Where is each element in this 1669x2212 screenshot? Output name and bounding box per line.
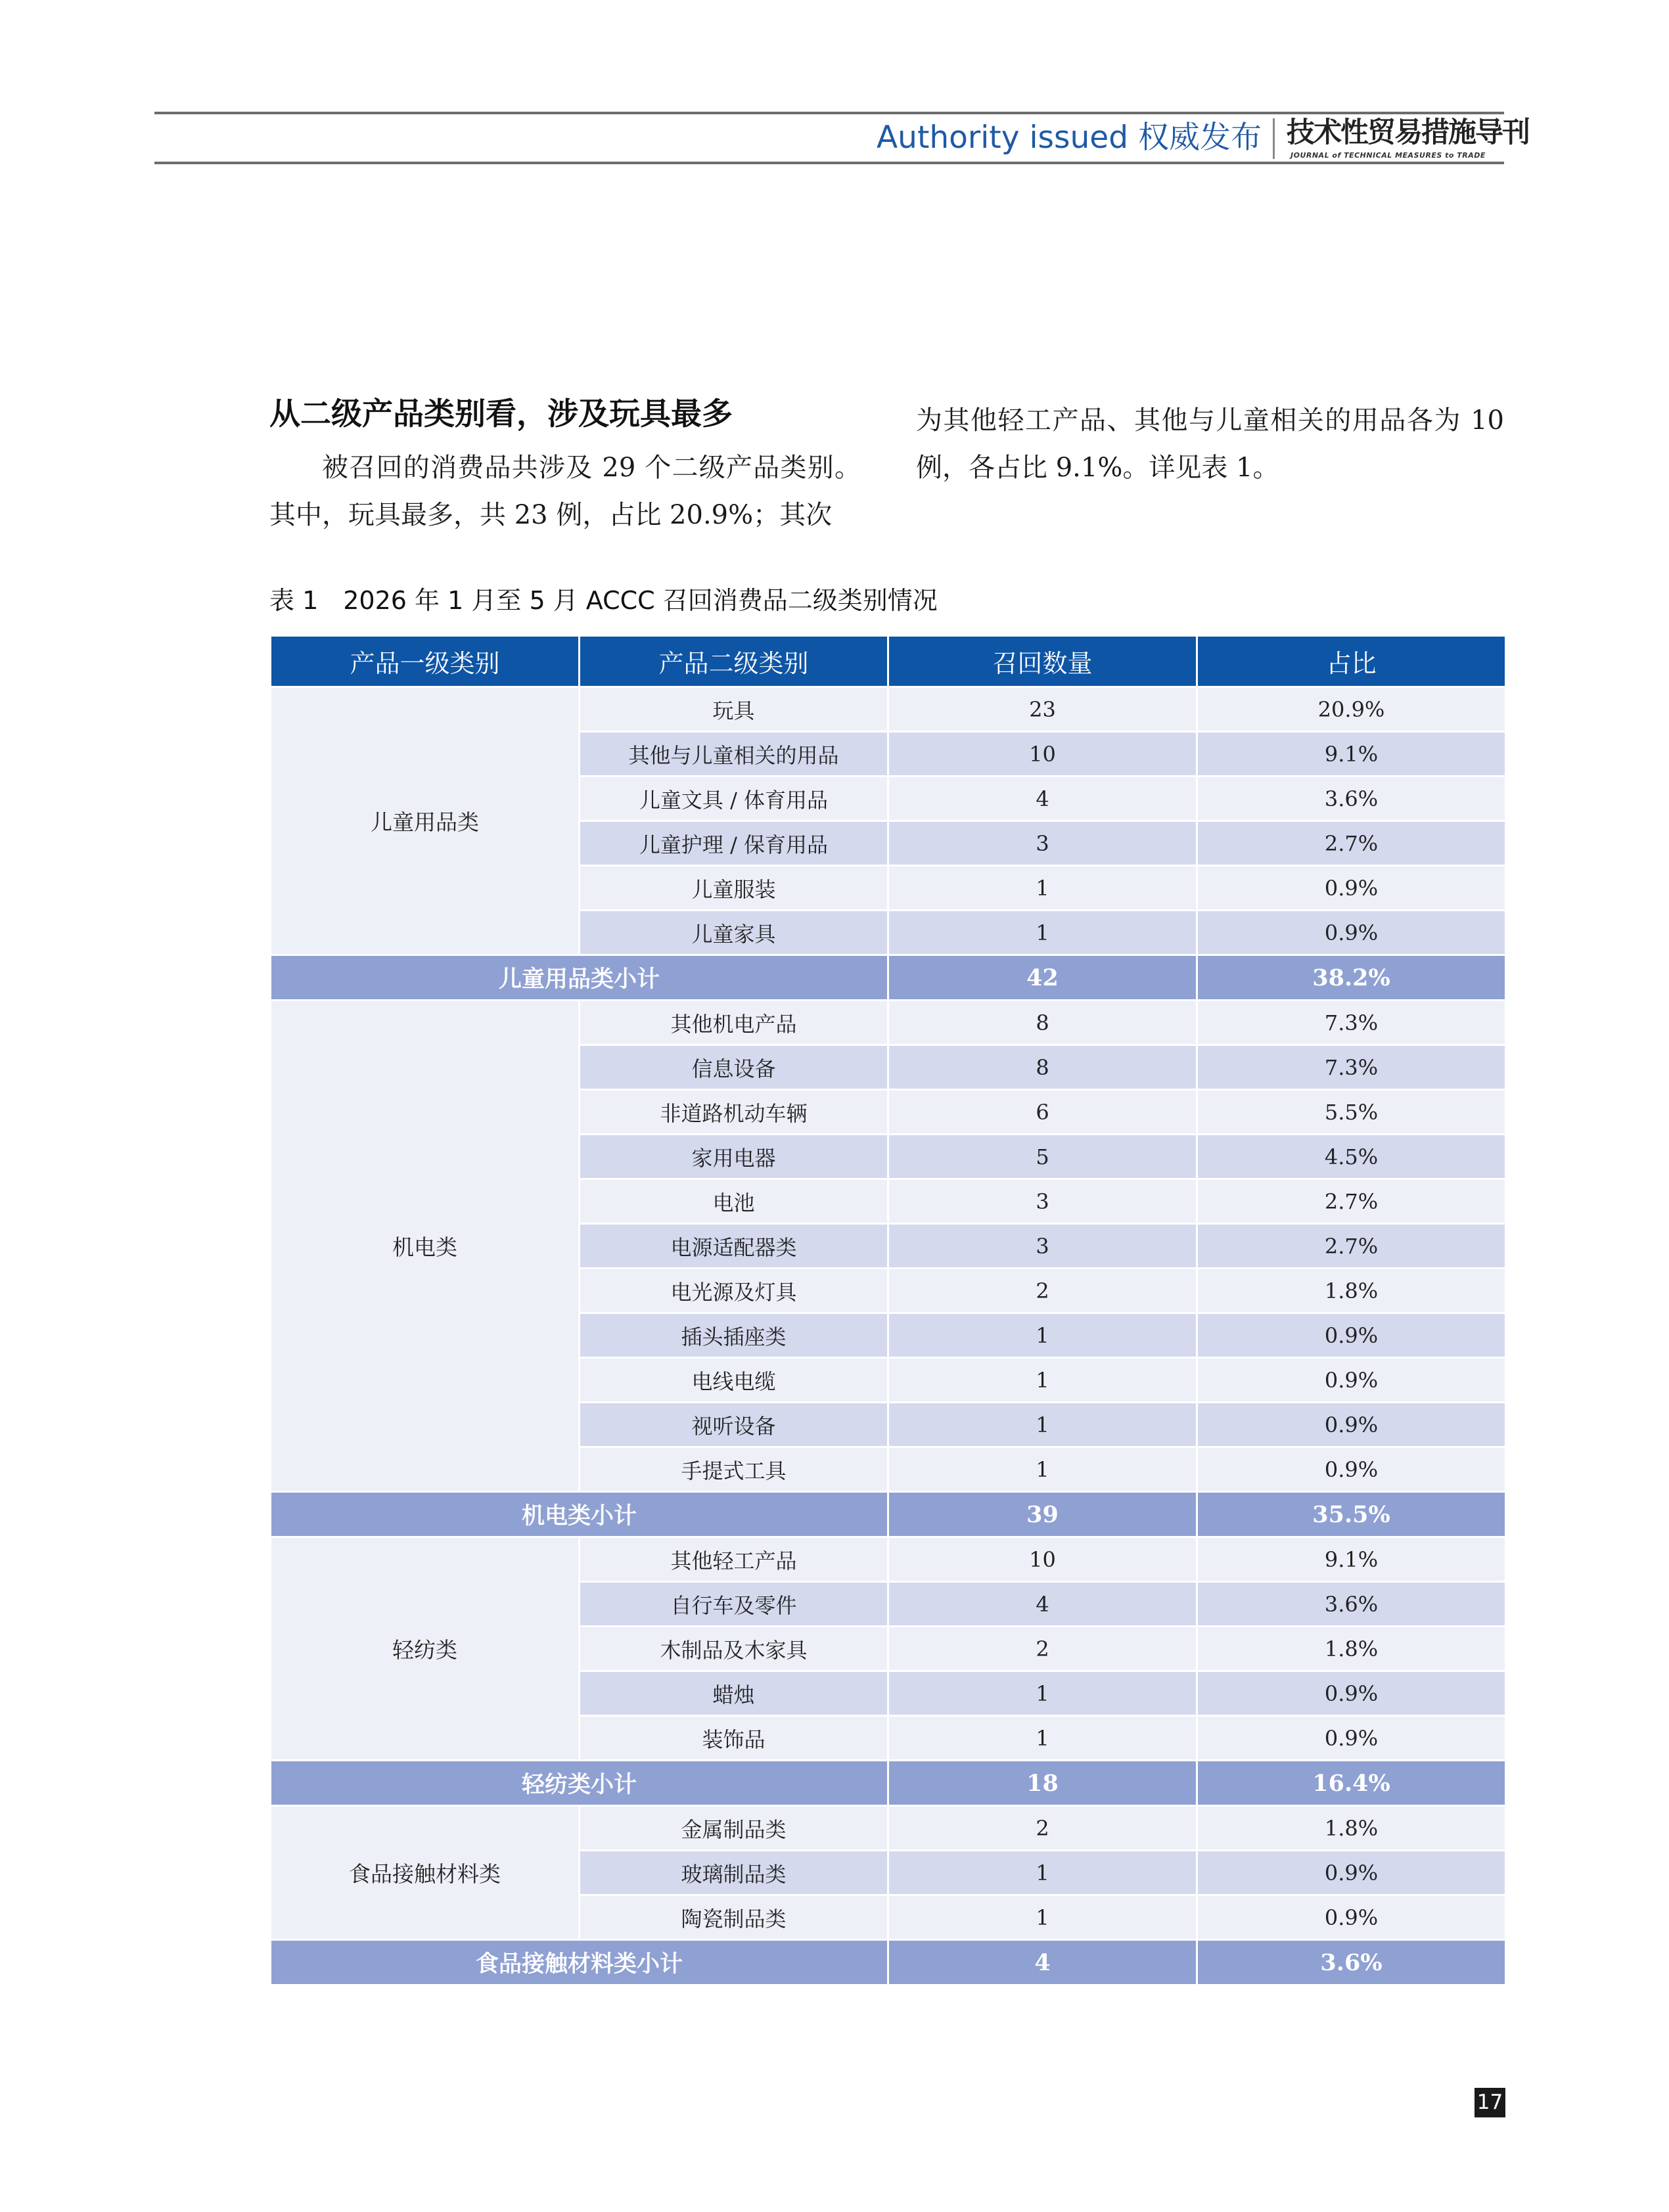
subtotal-label-cell: 轻纺类小计 bbox=[271, 1761, 888, 1806]
subtotal-row bbox=[271, 955, 1506, 1001]
secondary-category-cell: 电池 bbox=[580, 1179, 888, 1224]
journal-logo-title: 技术性贸易措施导刊 bbox=[1287, 116, 1529, 149]
section-heading: 从二级产品类别看，涉及玩具最多 bbox=[269, 396, 733, 432]
header-primary-category: 产品一级类别 bbox=[271, 636, 580, 687]
header-secondary-category: 产品二级类别 bbox=[580, 636, 888, 687]
subtotal-share-cell: 38.2% bbox=[1197, 955, 1506, 1001]
share-cell: 0.9% bbox=[1197, 1358, 1506, 1403]
recall-count-cell: 4 bbox=[888, 777, 1197, 821]
secondary-category-cell: 家用电器 bbox=[580, 1135, 888, 1179]
right-column bbox=[916, 397, 1504, 491]
subtotal-share-cell: 16.4% bbox=[1197, 1761, 1506, 1806]
secondary-category-cell: 木制品及木家具 bbox=[580, 1627, 888, 1671]
subtotal-row bbox=[271, 1940, 1506, 1985]
recall-count-cell: 23 bbox=[888, 687, 1197, 732]
secondary-category-cell: 自行车及零件 bbox=[580, 1582, 888, 1627]
secondary-category-cell: 儿童护理 / 保育用品 bbox=[580, 821, 888, 866]
left-column bbox=[269, 444, 861, 539]
share-cell: 0.9% bbox=[1197, 911, 1506, 955]
recall-count-cell: 8 bbox=[888, 1045, 1197, 1090]
subtotal-count-cell: 42 bbox=[888, 955, 1197, 1001]
recall-count-cell: 6 bbox=[888, 1090, 1197, 1135]
recall-count-cell: 8 bbox=[888, 1001, 1197, 1045]
table-row bbox=[271, 687, 1506, 732]
header-share: 占比 bbox=[1197, 636, 1506, 687]
header-bottom-rule bbox=[154, 162, 1504, 164]
secondary-category-cell: 视听设备 bbox=[580, 1403, 888, 1447]
share-cell: 7.3% bbox=[1197, 1045, 1506, 1090]
header-top-rule bbox=[154, 112, 1504, 114]
recall-count-cell: 1 bbox=[888, 1716, 1197, 1761]
share-cell: 0.9% bbox=[1197, 1403, 1506, 1447]
recall-count-cell: 3 bbox=[888, 1224, 1197, 1269]
table-row bbox=[271, 1001, 1506, 1045]
recall-count-cell: 10 bbox=[888, 732, 1197, 777]
primary-category-cell: 轻纺类 bbox=[271, 1537, 580, 1761]
share-cell: 9.1% bbox=[1197, 732, 1506, 777]
share-cell: 2.7% bbox=[1197, 821, 1506, 866]
recall-count-cell: 1 bbox=[888, 1403, 1197, 1447]
share-cell: 1.8% bbox=[1197, 1806, 1506, 1851]
secondary-category-cell: 非道路机动车辆 bbox=[580, 1090, 888, 1135]
share-cell: 1.8% bbox=[1197, 1269, 1506, 1313]
subtotal-count-cell: 18 bbox=[888, 1761, 1197, 1806]
right-paragraph: 为其他轻工产品、其他与儿童相关的用品各为 10 例，各占比 9.1%。详见表 1。 bbox=[916, 405, 1504, 483]
subtotal-count-cell: 39 bbox=[888, 1492, 1197, 1537]
table-header-row bbox=[271, 636, 1506, 687]
recall-count-cell: 4 bbox=[888, 1582, 1197, 1627]
share-cell: 2.7% bbox=[1197, 1224, 1506, 1269]
recall-count-cell: 2 bbox=[888, 1806, 1197, 1851]
recall-count-cell: 1 bbox=[888, 911, 1197, 955]
recall-count-cell: 1 bbox=[888, 866, 1197, 911]
share-cell: 0.9% bbox=[1197, 1671, 1506, 1716]
secondary-category-cell: 陶瓷制品类 bbox=[580, 1895, 888, 1940]
share-cell: 1.8% bbox=[1197, 1627, 1506, 1671]
secondary-category-cell: 儿童家具 bbox=[580, 911, 888, 955]
recall-count-cell: 5 bbox=[888, 1135, 1197, 1179]
secondary-category-cell: 金属制品类 bbox=[580, 1806, 888, 1851]
recall-count-cell: 10 bbox=[888, 1537, 1197, 1582]
recall-count-cell: 1 bbox=[888, 1358, 1197, 1403]
recall-count-cell: 3 bbox=[888, 1179, 1197, 1224]
recall-count-cell: 1 bbox=[888, 1313, 1197, 1358]
recall-count-cell: 1 bbox=[888, 1895, 1197, 1940]
table-row bbox=[271, 1806, 1506, 1851]
secondary-category-cell: 儿童服装 bbox=[580, 866, 888, 911]
share-cell: 9.1% bbox=[1197, 1537, 1506, 1582]
secondary-category-cell: 玻璃制品类 bbox=[580, 1851, 888, 1895]
primary-category-cell: 儿童用品类 bbox=[271, 687, 580, 955]
table-body bbox=[271, 687, 1506, 1985]
recall-count-cell: 1 bbox=[888, 1671, 1197, 1716]
primary-category-cell: 机电类 bbox=[271, 1001, 580, 1492]
share-cell: 7.3% bbox=[1197, 1001, 1506, 1045]
table-caption: 表 1 2026 年 1 月至 5 月 ACCC 召回消费品二级类别情况 bbox=[269, 586, 938, 615]
header-recall-count: 召回数量 bbox=[888, 636, 1197, 687]
share-cell: 0.9% bbox=[1197, 1895, 1506, 1940]
secondary-category-cell: 信息设备 bbox=[580, 1045, 888, 1090]
recall-count-cell: 2 bbox=[888, 1269, 1197, 1313]
table-row bbox=[271, 1537, 1506, 1582]
subtotal-label-cell: 机电类小计 bbox=[271, 1492, 888, 1537]
recall-category-table bbox=[269, 635, 1507, 1986]
recall-count-cell: 1 bbox=[888, 1851, 1197, 1895]
share-cell: 3.6% bbox=[1197, 777, 1506, 821]
share-cell: 4.5% bbox=[1197, 1135, 1506, 1179]
subtotal-share-cell: 35.5% bbox=[1197, 1492, 1506, 1537]
subtotal-row bbox=[271, 1761, 1506, 1806]
subtotal-row bbox=[271, 1492, 1506, 1537]
secondary-category-cell: 装饰品 bbox=[580, 1716, 888, 1761]
share-cell: 0.9% bbox=[1197, 1313, 1506, 1358]
secondary-category-cell: 其他与儿童相关的用品 bbox=[580, 732, 888, 777]
share-cell: 0.9% bbox=[1197, 1716, 1506, 1761]
subtotal-share-cell: 3.6% bbox=[1197, 1940, 1506, 1985]
share-cell: 0.9% bbox=[1197, 1851, 1506, 1895]
secondary-category-cell: 电光源及灯具 bbox=[580, 1269, 888, 1313]
recall-count-cell: 2 bbox=[888, 1627, 1197, 1671]
secondary-category-cell: 蜡烛 bbox=[580, 1671, 888, 1716]
subtotal-label-cell: 食品接触材料类小计 bbox=[271, 1940, 888, 1985]
secondary-category-cell: 电线电缆 bbox=[580, 1358, 888, 1403]
subtotal-count-cell: 4 bbox=[888, 1940, 1197, 1985]
recall-count-cell: 1 bbox=[888, 1447, 1197, 1492]
recall-count-cell: 3 bbox=[888, 821, 1197, 866]
secondary-category-cell: 手提式工具 bbox=[580, 1447, 888, 1492]
secondary-category-cell: 电源适配器类 bbox=[580, 1224, 888, 1269]
share-cell: 0.9% bbox=[1197, 866, 1506, 911]
share-cell: 5.5% bbox=[1197, 1090, 1506, 1135]
primary-category-cell: 食品接触材料类 bbox=[271, 1806, 580, 1940]
header-divider bbox=[1273, 118, 1275, 159]
left-paragraph: 被召回的消费品共涉及 29 个二级产品类别。其中，玩具最多，共 23 例，占比 20.9%；其次 bbox=[269, 453, 861, 530]
secondary-category-cell: 其他轻工产品 bbox=[580, 1537, 888, 1582]
header-section-label: Authority issued 权威发布 bbox=[877, 120, 1262, 156]
secondary-category-cell: 玩具 bbox=[580, 687, 888, 732]
subtotal-label-cell: 儿童用品类小计 bbox=[271, 955, 888, 1001]
secondary-category-cell: 插头插座类 bbox=[580, 1313, 888, 1358]
share-cell: 0.9% bbox=[1197, 1447, 1506, 1492]
share-cell: 3.6% bbox=[1197, 1582, 1506, 1627]
page-number: 17 bbox=[1475, 2088, 1505, 2117]
share-cell: 2.7% bbox=[1197, 1179, 1506, 1224]
secondary-category-cell: 其他机电产品 bbox=[580, 1001, 888, 1045]
journal-logo-subtitle: JOURNAL of TECHNICAL MEASURES to TRADE bbox=[1291, 151, 1486, 160]
share-cell: 20.9% bbox=[1197, 687, 1506, 732]
secondary-category-cell: 儿童文具 / 体育用品 bbox=[580, 777, 888, 821]
